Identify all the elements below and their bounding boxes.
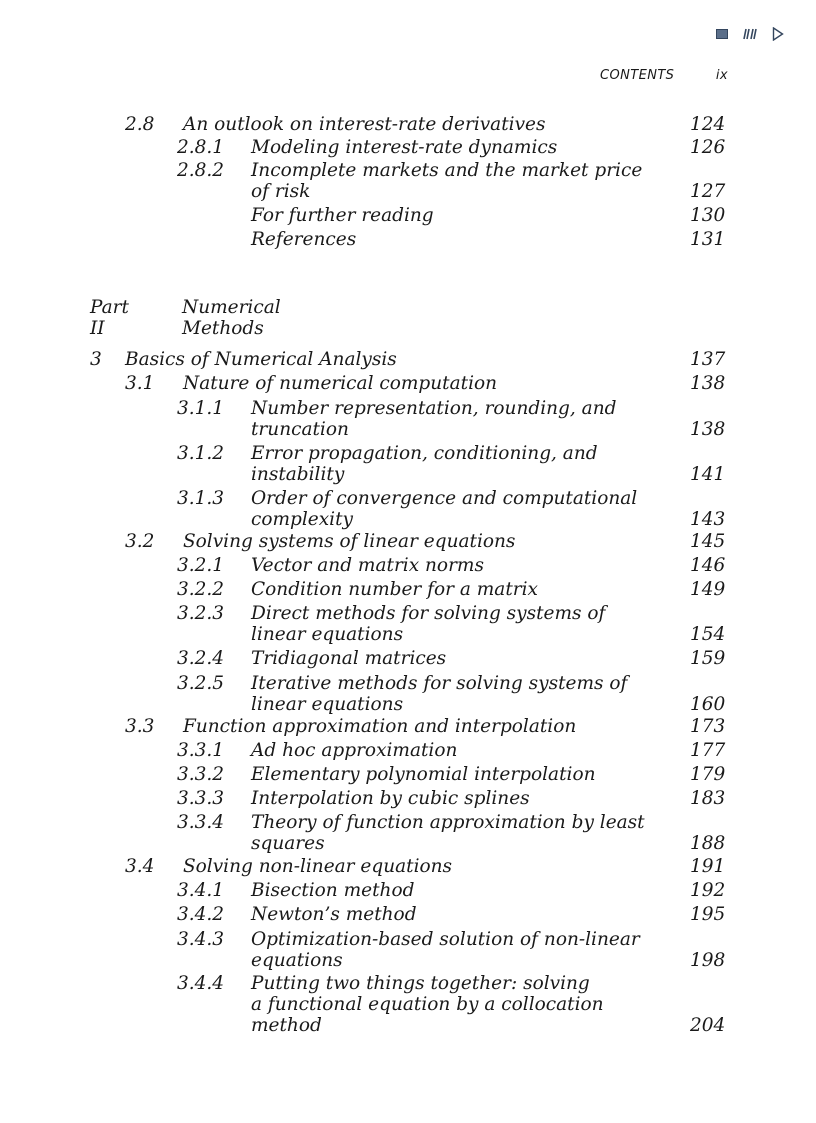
toc-entry-title-line: Number representation, rounding, and bbox=[251, 398, 617, 419]
toc-entry-title bbox=[125, 349, 397, 370]
toc-entry-page: 173 bbox=[690, 716, 726, 737]
toc-entry-title bbox=[251, 579, 538, 600]
toc-entry-page: 131 bbox=[690, 229, 726, 250]
toc-entry-number: 3.3.3 bbox=[177, 788, 225, 809]
toc-entry-number: 3.2 bbox=[125, 531, 155, 552]
toc-entry-title-line: Vector and matrix norms bbox=[251, 555, 484, 576]
toc-entry-title-line: method bbox=[251, 1015, 322, 1036]
toc-entry-title bbox=[251, 648, 446, 669]
toc-entry-title-line: Order of convergence and computational bbox=[251, 488, 638, 509]
toc-entry-page: 141 bbox=[690, 464, 726, 485]
toc-entry-title-line: Basics of Numerical Analysis bbox=[125, 349, 397, 370]
stop-icon[interactable] bbox=[714, 26, 730, 42]
toc-entry-title-line: Direct methods for solving systems of bbox=[251, 603, 606, 624]
toc-entry-title bbox=[251, 398, 616, 440]
toc-entry-title-line: linear equations bbox=[251, 694, 404, 715]
toc-entry-title-line: Bisection method bbox=[251, 880, 415, 901]
toc-entry-number: 3.2.2 bbox=[177, 579, 225, 600]
toc-entry-title bbox=[251, 160, 642, 202]
toc-entry-number: 3.4.4 bbox=[177, 973, 225, 994]
toc-entry-page: 191 bbox=[690, 856, 726, 877]
toc-entry-title bbox=[251, 788, 530, 809]
toc-entry-page: 159 bbox=[690, 648, 726, 669]
toc-entry-page: 143 bbox=[690, 509, 726, 530]
toc-entry-title bbox=[183, 856, 452, 877]
toc-entry-page: 198 bbox=[690, 950, 726, 971]
toc-entry-title bbox=[251, 673, 627, 715]
toc-entry-title-line: Interpolation by cubic splines bbox=[251, 788, 530, 809]
toc-entry-number: 3.1.3 bbox=[177, 488, 225, 509]
toc-entry-number: 3.2.1 bbox=[177, 555, 225, 576]
toc-entry-title-line: Optimization-based solution of non-linear bbox=[251, 929, 640, 950]
toc-entry-title bbox=[251, 764, 596, 785]
toc-entry-number: 3.1.2 bbox=[177, 443, 225, 464]
part-title: Numerical Methods bbox=[182, 297, 281, 339]
toc-entry-title-line: Newton’s method bbox=[251, 904, 417, 925]
pause-icon[interactable] bbox=[742, 26, 758, 42]
toc-entry-page: 192 bbox=[690, 880, 726, 901]
viewer-controls bbox=[714, 26, 786, 42]
toc-entry-page: 154 bbox=[690, 624, 726, 645]
toc-entry-title-line: Ad hoc approximation bbox=[251, 740, 458, 761]
toc-entry-number: 3.3 bbox=[125, 716, 155, 737]
toc-entry-title-line: Tridiagonal matrices bbox=[251, 648, 447, 669]
toc-entry-title-line: References bbox=[251, 229, 357, 250]
toc-entry-title bbox=[251, 929, 640, 971]
toc-entry-number: 3.4.3 bbox=[177, 929, 225, 950]
toc-entry-number: 3.1.1 bbox=[177, 398, 225, 419]
running-head-title: CONTENTS bbox=[600, 68, 675, 83]
toc-entry-title bbox=[251, 973, 604, 1036]
toc-entry-title-line: Condition number for a matrix bbox=[251, 579, 538, 600]
toc-entry-page: 126 bbox=[690, 137, 726, 158]
part-label: Part II bbox=[90, 297, 129, 339]
toc-entry-title bbox=[251, 904, 417, 925]
toc-entry-title-line: Solving systems of linear equations bbox=[183, 531, 516, 552]
toc-entry-page: 145 bbox=[690, 531, 726, 552]
toc-entry-title-line: Function approximation and interpolation bbox=[183, 716, 577, 737]
toc-entry-title bbox=[183, 114, 545, 135]
toc-entry-title bbox=[183, 373, 497, 394]
toc-entry-title-line: linear equations bbox=[251, 624, 404, 645]
toc-entry-page: 130 bbox=[690, 205, 726, 226]
toc-entry-page: 204 bbox=[690, 1015, 726, 1036]
toc-entry-title bbox=[251, 205, 434, 226]
toc-entry-title bbox=[251, 880, 414, 901]
toc-entry-number: 3.2.3 bbox=[177, 603, 225, 624]
toc-entry-page: 183 bbox=[690, 788, 726, 809]
toc-entry-number: 3.2.5 bbox=[177, 673, 225, 694]
toc-entry-title-line: Iterative methods for solving systems of bbox=[251, 673, 628, 694]
toc-entry-number: 2.8 bbox=[125, 114, 155, 135]
play-icon[interactable] bbox=[770, 26, 786, 42]
toc-entry-title-line: Modeling interest-rate dynamics bbox=[251, 137, 558, 158]
toc-entry-page: 188 bbox=[690, 833, 726, 854]
toc-entry-title bbox=[251, 229, 356, 250]
toc-entry-page: 149 bbox=[690, 579, 726, 600]
toc-entry-number: 3.3.4 bbox=[177, 812, 225, 833]
toc-entry-title bbox=[251, 603, 605, 645]
toc-entry-title bbox=[251, 740, 457, 761]
toc-entry-title-line: An outlook on interest-rate derivatives bbox=[183, 114, 546, 135]
toc-entry-title-line: Error propagation, conditioning, and bbox=[251, 443, 598, 464]
toc-entry-title bbox=[251, 443, 598, 485]
toc-entry-title-line: Putting two things together: solving bbox=[251, 973, 590, 994]
toc-entry-number: 3.3.2 bbox=[177, 764, 225, 785]
toc-entry-page: 137 bbox=[690, 349, 726, 370]
toc-entry-title-line: a functional equation by a collocation bbox=[251, 994, 604, 1015]
toc-entry-title bbox=[183, 716, 576, 737]
toc-entry-number: 3.4.2 bbox=[177, 904, 225, 925]
running-head-page: ix bbox=[715, 68, 728, 83]
toc-entry-title-line: complexity bbox=[251, 509, 353, 530]
toc-entry-title-line: For further reading bbox=[251, 205, 434, 226]
toc-entry-title-line: of risk bbox=[251, 181, 311, 202]
toc-entry-page: 138 bbox=[690, 419, 726, 440]
toc-entry-title-line: Theory of function approximation by least bbox=[251, 812, 645, 833]
toc-entry-title bbox=[251, 555, 484, 576]
toc-entry-number: 3.4.1 bbox=[177, 880, 225, 901]
toc-entry-number: 3.3.1 bbox=[177, 740, 225, 761]
toc-entry-title bbox=[251, 812, 645, 854]
toc-entry-number: 2.8.2 bbox=[177, 160, 225, 181]
toc-entry-page: 146 bbox=[690, 555, 726, 576]
toc-entry-title bbox=[251, 137, 557, 158]
toc-entry-title-line: instability bbox=[251, 464, 345, 485]
toc-entry-number: 3.2.4 bbox=[177, 648, 225, 669]
toc-entry-page: 177 bbox=[690, 740, 726, 761]
toc-entry-number: 3.4 bbox=[125, 856, 155, 877]
toc-entry-title-line: equations bbox=[251, 950, 343, 971]
toc-entry-page: 138 bbox=[690, 373, 726, 394]
toc-entry-page: 160 bbox=[690, 694, 726, 715]
toc-entry-title-line: Nature of numerical computation bbox=[183, 373, 498, 394]
toc-entry-title-line: squares bbox=[251, 833, 325, 854]
toc-entry-number: 3.1 bbox=[125, 373, 155, 394]
toc-entry-title-line: Elementary polynomial interpolation bbox=[251, 764, 596, 785]
toc-entry-title-line: Incomplete markets and the market price bbox=[251, 160, 643, 181]
toc-entry-page: 179 bbox=[690, 764, 726, 785]
toc-entry-page: 195 bbox=[690, 904, 726, 925]
toc-entry-number: 3 bbox=[90, 349, 102, 370]
toc-entry-title bbox=[183, 531, 515, 552]
toc-entry-title-line: truncation bbox=[251, 419, 349, 440]
toc-entry-number: 2.8.1 bbox=[177, 137, 225, 158]
toc-entry-page: 127 bbox=[690, 181, 726, 202]
toc-entry-page: 124 bbox=[690, 114, 726, 135]
toc-entry-title bbox=[251, 488, 637, 530]
toc-entry-title-line: Solving non-linear equations bbox=[183, 856, 453, 877]
